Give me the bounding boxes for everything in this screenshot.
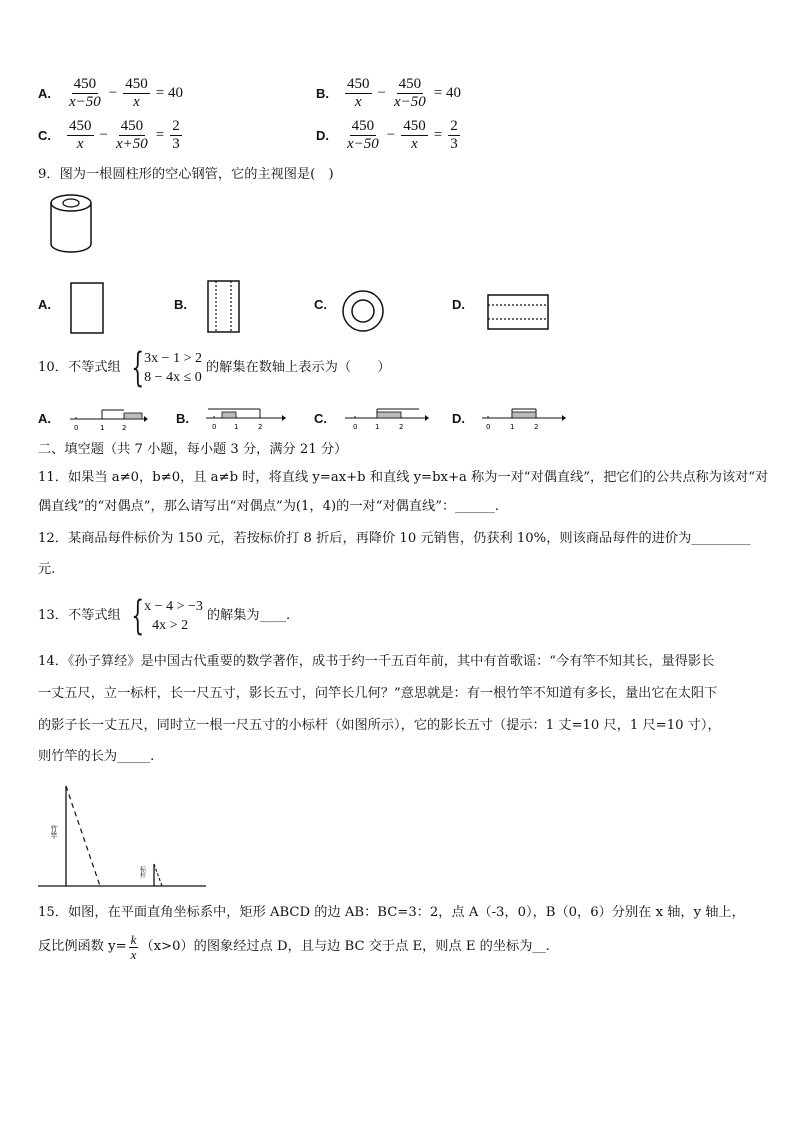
pole-label: 竹竿 [50, 825, 58, 839]
fraction: $\frac{450}{x}$ [403, 118, 426, 152]
option-d-dashed-rect-figure [486, 293, 550, 333]
q9-question: 9．图为一根圆柱形的空心钢管，它的主视图是( ) [38, 167, 334, 182]
q14-line3: 的影子长一丈五尺，同时立一根一尺五寸的小标杆（如图所示），它的影长五寸（提示：1 丈=10 尺，1 尺=10 寸）， [38, 718, 721, 733]
tick-label: 0 [486, 423, 491, 431]
q10-option-c-label[interactable]: C. [314, 411, 327, 426]
q9-option-b-label[interactable]: B. [174, 297, 187, 312]
q9-option-a-label[interactable]: A. [38, 297, 51, 312]
q13-question: 13．不等式组 { x − 4 > −3 4x > 2 的解集为____. [38, 593, 291, 639]
q15-line1: 15．如图，在平面直角坐标系中，矩形 ABCD 的边 AB：BC=3：2，点 A（-3，0），B（0，6）分别在 x 轴，y 轴上， [38, 905, 745, 920]
tick-label: 1 [510, 423, 515, 431]
tick-label: 0 [74, 424, 79, 432]
q14-line2: 一丈五尺，立一标杆，长一尺五寸，影长五寸，问竿长几何？”意思就是：有一根竹竿不知道有多长，量出它在太阳下 [38, 686, 718, 701]
fraction: $\frac{2}{3}$ [450, 118, 458, 152]
q8-option-c[interactable]: C. $\frac{450}{x}$ − $\frac{450}{x+50}$ = $\frac{2}{3}$ [38, 118, 180, 152]
tick-label: 2 [122, 424, 127, 432]
option-a-rectangle-figure [68, 281, 106, 335]
q10-option-a-label[interactable]: A. [38, 411, 51, 426]
q10-option-b-label[interactable]: B. [176, 411, 189, 426]
option-b-dashed-rect-figure [205, 279, 243, 335]
tick-label: 2 [534, 423, 539, 431]
option-c-number-line [343, 404, 431, 432]
q11-line2: 偶直线”的“对偶点”，那么请写出“对偶点”为(1，4)的一对“对偶直线”：______. [38, 499, 499, 514]
option-c-ring-figure [341, 289, 385, 333]
hollow-pipe-figure [48, 193, 94, 255]
option-a-number-line [68, 405, 148, 433]
fraction: $\frac{450}{x}$ [69, 118, 92, 152]
tick-label: 1 [234, 423, 239, 431]
q9-option-d-label[interactable]: D. [452, 297, 465, 312]
fraction: $\frac{450}{x}$ [347, 76, 370, 110]
inequality-system: { x − 4 > −3 4x > 2 [131, 593, 203, 639]
tick-label: 2 [399, 423, 404, 431]
q12-line1: 12．某商品每件标价为 150 元，若按标价打 8 折后，再降价 10 元销售，仍获利 10%，则该商品每件的进价为_________ [38, 531, 751, 546]
q15-line2: 反比例函数 y= $\frac{k}{x}$ （x>0）的图象经过点 D，且与边 BC 交于点 E，则点 E 的坐标为__. [38, 931, 550, 962]
q8-option-a[interactable]: A. $\frac{450}{x-50}$ − $\frac{450}{x}$ = 40 [38, 76, 183, 110]
fraction: $\frac{450}{x-50}$ [347, 118, 379, 152]
fraction: $\frac{450}{x}$ [125, 76, 148, 110]
tick-label: 0 [212, 423, 217, 431]
q11-line1: 11．如果当 a≠0，b≠0，且 a≠b 时，将直线 y=ax+b 和直线 y=bx+a 称为一对“对偶直线”，把它们的公共点称为该对“对 [38, 470, 769, 485]
section-title: 二、填空题（共 7 小题，每小题 3 分，满分 21 分） [38, 442, 348, 457]
option-d-number-line [480, 404, 568, 432]
q14-line1: 14．《孙子算经》是中国古代重要的数学著作，成书于约一千五百年前，其中有首歌谣：“今有竿不知其长，量得影长 [38, 654, 715, 669]
inequality-system: { 3x − 1 > 2 8 − 4x ≤ 0 [131, 345, 202, 391]
fraction: $\frac{2}{3}$ [172, 118, 180, 152]
fraction: $\frac{450}{x-50}$ [393, 76, 426, 110]
pole-shadow-figure [36, 780, 211, 890]
q8-option-d[interactable]: D. $\frac{450}{x-50}$ − $\frac{450}{x}$ = $\frac{2}{3}$ [316, 118, 458, 152]
q12-line2: 元. [38, 562, 56, 577]
stick-label: 标杆 [138, 866, 146, 878]
option-b-number-line [204, 404, 288, 432]
fraction: $\frac{450}{x+50}$ [115, 118, 148, 152]
tick-label: 2 [258, 423, 263, 431]
q9-option-c-label[interactable]: C. [314, 297, 327, 312]
tick-label: 0 [353, 423, 358, 431]
q10-question: 10．不等式组 { 3x − 1 > 2 8 − 4x ≤ 0 的解集在数轴上表示为（ ） [38, 345, 391, 391]
fraction: $\frac{450}{x-50}$ [69, 76, 101, 110]
tick-label: 1 [100, 424, 105, 432]
tick-label: 1 [375, 423, 380, 431]
fraction-k-over-x: $\frac{k}{x}$ [130, 931, 137, 962]
q8-option-b[interactable]: B. $\frac{450}{x}$ − $\frac{450}{x-50}$ = 40 [316, 76, 461, 110]
q10-option-d-label[interactable]: D. [452, 411, 465, 426]
q14-line4: 则竹竿的长为_____. [38, 749, 155, 764]
